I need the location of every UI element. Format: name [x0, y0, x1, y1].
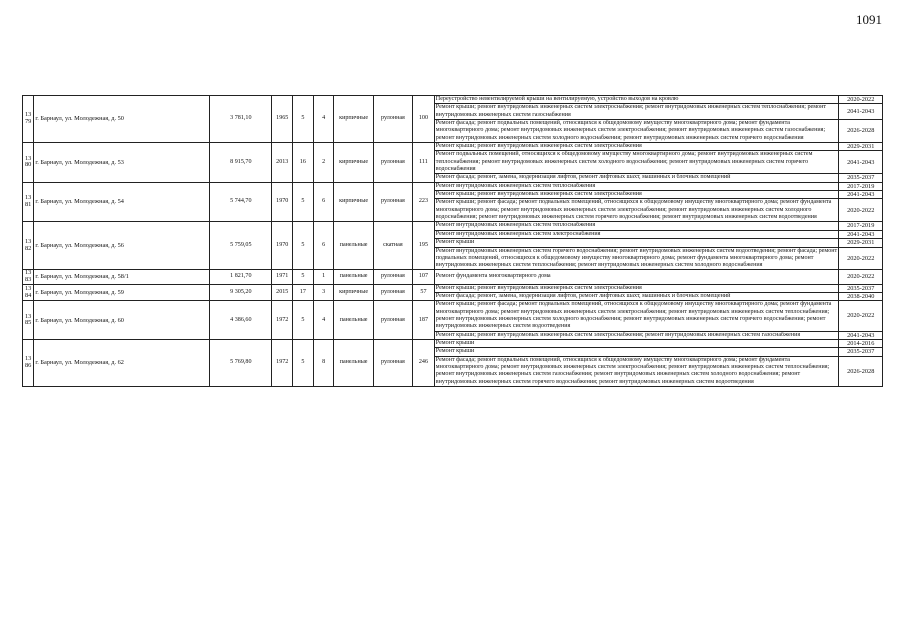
- address-cell: г. Барнаул, ул. Молодежная, д. 50: [34, 96, 210, 143]
- roof-type-cell: рулонная: [373, 270, 412, 284]
- area-cell: 8 915,70: [210, 142, 272, 182]
- entrances-cell: 8: [313, 340, 334, 387]
- period-cell: 2035-2037: [839, 174, 883, 182]
- year-cell: 2015: [272, 284, 293, 301]
- area-cell: 3 781,10: [210, 96, 272, 143]
- floors-cell: 17: [293, 284, 314, 301]
- period-cell: 2020-2022: [839, 270, 883, 284]
- entrances-cell: 4: [313, 96, 334, 143]
- wall-material-cell: кирпичные: [334, 96, 373, 143]
- table-body: [23, 96, 883, 387]
- residents-count-cell: 57: [413, 284, 435, 301]
- floors-cell: 5: [293, 270, 314, 284]
- entrances-cell: 4: [313, 301, 334, 340]
- period-cell: 2020-2022: [839, 301, 883, 331]
- table-row: [23, 301, 883, 331]
- year-cell: 2013: [272, 142, 293, 182]
- floors-cell: 5: [293, 96, 314, 143]
- year-cell: 1972: [272, 301, 293, 340]
- roof-type-cell: рулонная: [373, 340, 412, 387]
- wall-material-cell: панельные: [334, 340, 373, 387]
- period-cell: 2041-2043: [839, 230, 883, 238]
- work-description-cell: Переустройство невентилируемой крыши на вентилируемую, устройство выходов на кровлю: [434, 96, 839, 104]
- house-number-cell: 1384: [23, 284, 34, 301]
- address-cell: г. Барнаул, ул. Молодежная, д. 56: [34, 222, 210, 270]
- address-cell: г. Барнаул, ул. Молодежная, д. 54: [34, 182, 210, 222]
- year-cell: 1971: [272, 270, 293, 284]
- entrances-cell: 6: [313, 182, 334, 222]
- residents-count-cell: 223: [413, 182, 435, 222]
- table-row: [23, 222, 883, 230]
- work-description-cell: Ремонт фасада; ремонт, замена, модернизация лифтов, ремонт лифтовых шахт, машинных и блочных помещений: [434, 174, 839, 182]
- period-cell: 2026-2028: [839, 120, 883, 143]
- entrances-cell: 6: [313, 222, 334, 270]
- area-cell: 5 769,80: [210, 340, 272, 387]
- work-description-cell: Ремонт крыши; ремонт внутридомовых инженерных систем электроснабжения: [434, 191, 839, 199]
- floors-cell: 5: [293, 301, 314, 340]
- work-description-cell: Ремонт крыши; ремонт внутридомовых инженерных систем электроснабжения; ремонт внутридомовых инженерных систем газоснабжения: [434, 331, 839, 339]
- wall-material-cell: панельные: [334, 270, 373, 284]
- house-number-cell: 1379: [23, 96, 34, 143]
- residents-count-cell: 107: [413, 270, 435, 284]
- work-description-cell: Ремонт подвальных помещений, относящихся к общедомовому имуществу многоквартирного дома; ремонт внутридомовых инженерных систем теплоснабжения; ремонт внутридомовых инженерных систем холодного водоснабжения; ремонт внутридомовых инженерных систем горячего водоснабжения: [434, 151, 839, 174]
- entrances-cell: 2: [313, 142, 334, 182]
- year-cell: 1970: [272, 182, 293, 222]
- table-row: [23, 96, 883, 104]
- floors-cell: 5: [293, 182, 314, 222]
- house-number-cell: 1385: [23, 301, 34, 340]
- year-cell: 1972: [272, 340, 293, 387]
- work-description-cell: Ремонт внутридомовых инженерных систем горячего водоснабжения; ремонт внутридомовых инженерных систем водоотведения; ремонт фасада; ремонт подвальных помещений, относящихся к общедомовому имуществу многоквартирного дома; ремонт фундамента многоквартирного дома; ремонт внутридомовых инженерных систем теплоснабжения; ремонт внутридомовых инженерных систем холодного водоснабжения: [435, 247, 838, 269]
- year-cell: 1965: [272, 96, 293, 143]
- address-cell: г. Барнаул, ул. Молодежная, д. 59: [34, 284, 210, 301]
- area-cell: 5 744,70: [210, 182, 272, 222]
- work-description-cell: Ремонт крыши; ремонт фасада; ремонт подвальных помещений, относящихся к общедомовому имуществу многоквартирного дома; ремонт фундамента многоквартирного дома; ремонт внутридомовых инженерных систем электроснабжения; ремонт внутридомовых инженерных систем холодного водоснабжения; ремонт внутридомовых инженерных систем горячего водоснабжения; ремонт внутридомовых инженерных систем водоотведения: [434, 199, 839, 222]
- work-description-cell: Ремонт фасада; ремонт, замена, модернизация лифтов, ремонт лифтовых шахт, машинных и блочных помещений: [434, 293, 839, 301]
- house-number-cell: 1380: [23, 142, 34, 182]
- wall-material-cell: кирпичные: [334, 284, 373, 301]
- work-description-cell: Ремонт фундамента многоквартирного дома: [434, 270, 839, 284]
- work-description-cell: Ремонт внутридомовых инженерных систем теплоснабжения: [434, 222, 839, 230]
- roof-type-cell: рулонная: [373, 301, 412, 340]
- address-cell: г. Барнаул, ул. Молодежная, д. 62: [34, 340, 210, 387]
- area-cell: 9 305,20: [210, 284, 272, 301]
- residents-count-cell: 111: [413, 142, 435, 182]
- work-description-cell: Ремонт крыши; ремонт внутридомовых инженерных систем электроснабжения: [434, 284, 839, 292]
- residents-count-cell: 195: [413, 222, 435, 270]
- roof-type-cell: скатная: [373, 222, 412, 270]
- floors-cell: 16: [293, 142, 314, 182]
- year-cell: 1970: [272, 222, 293, 270]
- period-cell: 2029-2031: [839, 142, 883, 150]
- work-description-cell: Ремонт внутридомовых инженерных систем теплоснабжения: [434, 182, 839, 190]
- period-cell: 2041-2043: [839, 151, 883, 174]
- table-row: [23, 284, 883, 292]
- period-cell: 2038-2040: [839, 293, 883, 301]
- address-cell: г. Барнаул, ул. Молодежная, д. 58/1: [34, 270, 210, 284]
- period-cell: 2026-2028: [839, 356, 883, 386]
- residents-count-cell: 246: [413, 340, 435, 387]
- period-cell: 2035-2037: [839, 284, 883, 292]
- work-description-cell: Ремонт фасада; ремонт подвальных помещений, относящихся к общедомовому имуществу многоквартирного дома; ремонт фундамента многоквартирного дома; ремонт внутридомовых инженерных систем электроснабжения; ремонт внутридомовых инженерных систем газоснабжения; ремонт внутридомовых инженерных систем холодного водоснабжения; ремонт внутридомовых инженерных систем горячего водоснабжения: [434, 120, 839, 143]
- table-row: [23, 182, 883, 190]
- residents-count-cell: 187: [413, 301, 435, 340]
- work-description-cell: Ремонт внутридомовых инженерных систем электроснабжения: [434, 230, 839, 238]
- address-cell: г. Барнаул, ул. Молодежная, д. 53: [34, 142, 210, 182]
- area-cell: 4 386,60: [210, 301, 272, 340]
- work-description-cell: Ремонт крыши; ремонт внутридомовых инженерных систем электроснабжения; ремонт внутридомовых инженерных систем теплоснабжения; ремонт внутридомовых инженерных систем газоснабжения: [434, 104, 839, 120]
- work-description-cell: Ремонт крыши: [434, 239, 839, 247]
- period-cell: 2020-2022: [839, 199, 883, 222]
- table-row: [23, 270, 883, 284]
- work-description-cell: Ремонт фасада; ремонт подвальных помещений, относящихся к общедомовому имуществу многоквартирного дома; ремонт фундамента многоквартирного дома; ремонт внутридомовых инженерных систем электроснабжения; ремонт внутридомовых инженерных систем теплоснабжения; ремонт внутридомовых инженерных систем газоснабжения; ремонт внутридомовых инженерных систем холодного водоснабжения; ремонт внутридомовых инженерных систем горячего водоснабжения; ремонт внутридомовых инженерных систем водоотведения: [434, 356, 839, 386]
- period-cell: 2029-2031: [839, 239, 883, 247]
- wall-material-cell: панельные: [334, 301, 373, 340]
- floors-cell: 5: [293, 340, 314, 387]
- floors-cell: 5: [293, 222, 314, 270]
- period-cell: 2017-2019: [839, 222, 883, 230]
- work-description-cell: Ремонт крыши; ремонт фасада; ремонт подвальных помещений, относящихся к общедомовому имуществу многоквартирного дома; ремонт фундамента многоквартирного дома; ремонт внутридомовых инженерных систем электроснабжения; ремонт внутридомовых инженерных систем теплоснабжения; ремонт внутридомовых инженерных систем холодного водоснабжения; ремонт внутридомовых инженерных систем горячего водоснабжения; ремонт внутридомовых инженерных систем водоотведения: [434, 301, 839, 331]
- period-cell: 2020-2022: [839, 247, 883, 270]
- period-cell: 2020-2022: [839, 96, 883, 104]
- residents-count-cell: 100: [413, 96, 435, 143]
- area-cell: 5 759,05: [210, 222, 272, 270]
- work-description-cell: Ремонт крыши: [434, 348, 839, 356]
- table-row: [23, 340, 883, 348]
- capital-repair-table: [22, 95, 883, 387]
- roof-type-cell: рулонная: [373, 96, 412, 143]
- work-description-cell: Ремонт крыши; ремонт внутридомовых инженерных систем электроснабжения: [434, 142, 839, 150]
- house-number-cell: 1383: [23, 270, 34, 284]
- roof-type-cell: рулонная: [373, 182, 412, 222]
- roof-type-cell: рулонная: [373, 142, 412, 182]
- address-cell: г. Барнаул, ул. Молодежная, д. 60: [34, 301, 210, 340]
- period-cell: 2035-2037: [839, 348, 883, 356]
- house-number-cell: 1382: [23, 222, 34, 270]
- table-row: [23, 142, 883, 150]
- period-cell: 2014-2016: [839, 340, 883, 348]
- period-cell: 2017-2019: [839, 182, 883, 190]
- wall-material-cell: кирпичные: [334, 142, 373, 182]
- roof-type-cell: рулонная: [373, 284, 412, 301]
- area-cell: 1 821,70: [210, 270, 272, 284]
- period-cell: 2041-2043: [839, 331, 883, 339]
- page-number: 1091: [856, 12, 882, 27]
- wall-material-cell: кирпичные: [334, 182, 373, 222]
- work-description-cell: Ремонт крыши: [434, 340, 839, 348]
- entrances-cell: 3: [313, 284, 334, 301]
- period-cell: 2041-2043: [839, 191, 883, 199]
- period-cell: 2041-2043: [839, 104, 883, 120]
- house-number-cell: 1381: [23, 182, 34, 222]
- house-number-cell: 1386: [23, 340, 34, 387]
- entrances-cell: 1: [313, 270, 334, 284]
- wall-material-cell: панельные: [334, 222, 373, 270]
